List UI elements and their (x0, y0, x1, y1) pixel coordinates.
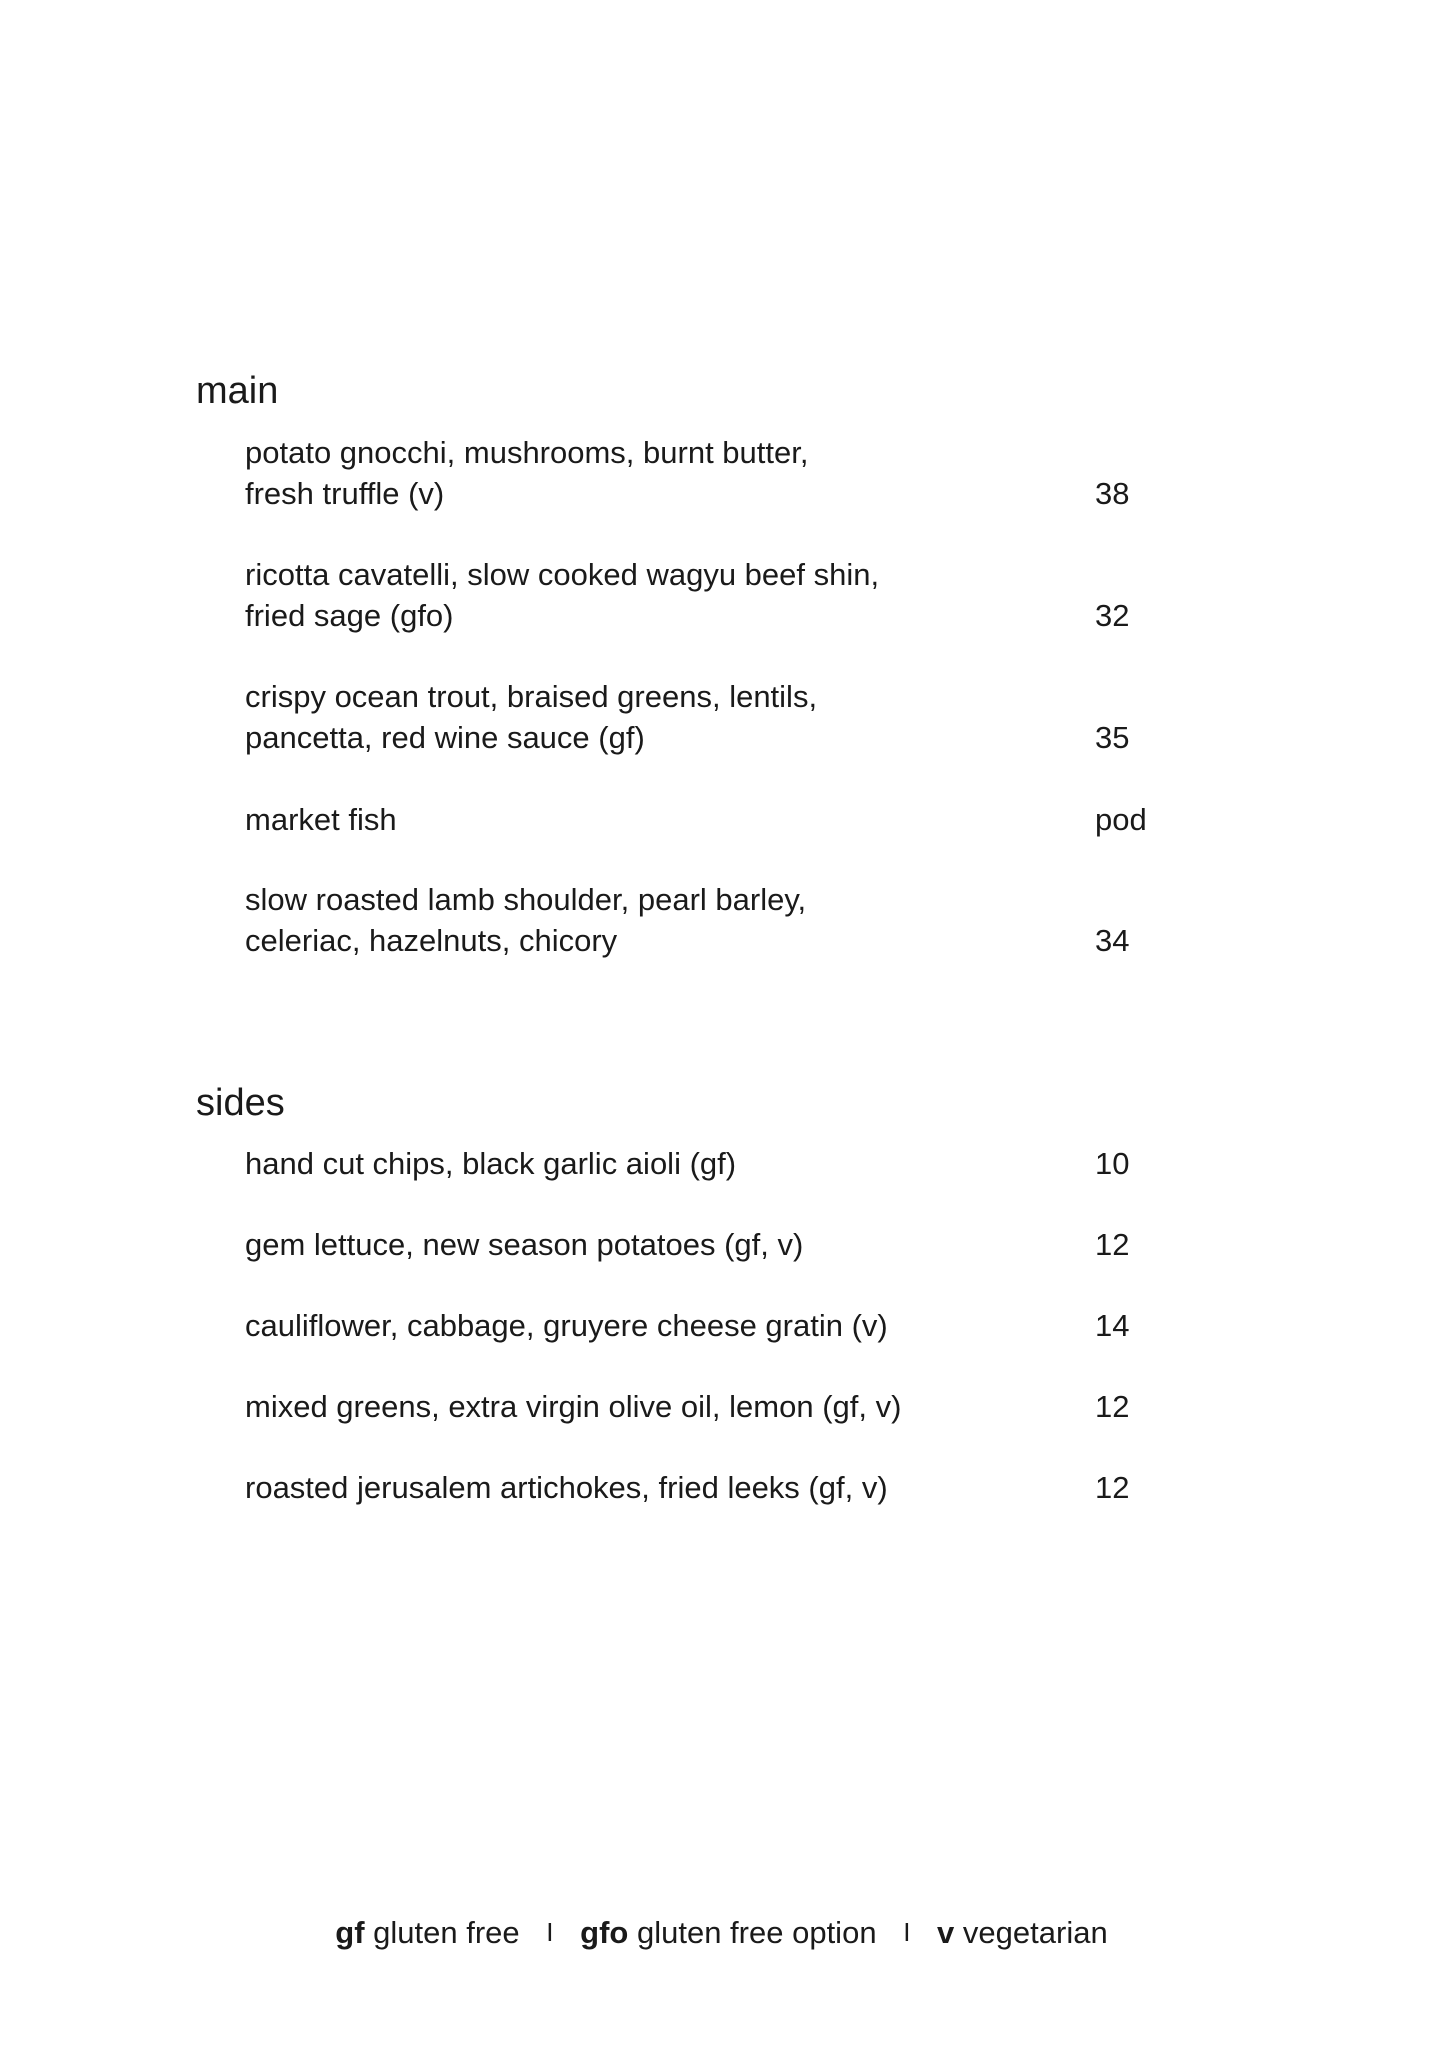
menu-item-description (245, 1305, 1005, 1346)
menu-item (245, 1305, 1245, 1346)
menu-item (245, 554, 1245, 636)
menu-item-description (245, 1467, 1005, 1508)
legend-separator: I (546, 1917, 554, 1947)
menu-item-price: 14 (1095, 1308, 1130, 1343)
menu-item-line: roasted jerusalem artichokes, fried leeks (gf, v) (245, 1470, 888, 1505)
section-title-sides: sides (196, 1082, 285, 1124)
menu-item-line: fresh truffle (v) (245, 476, 445, 511)
menu-item-description (245, 879, 1005, 961)
legend-gf-abbr: gf (335, 1915, 365, 1950)
menu-item-price: 12 (1095, 1389, 1130, 1424)
menu-item-line: celeriac, hazelnuts, chicory (245, 923, 618, 958)
menu-item-line: market fish (245, 802, 397, 837)
legend-v-text: vegetarian (962, 1915, 1108, 1950)
menu-item-description (245, 676, 1005, 758)
menu-item-price: 12 (1095, 1227, 1130, 1262)
menu-item-line: fried sage (gfo) (245, 598, 454, 633)
menu-item-line: pancetta, red wine sauce (gf) (245, 720, 645, 755)
menu-item-price: 10 (1095, 1146, 1130, 1181)
menu-item-price: pod (1095, 802, 1147, 837)
menu-item-description (245, 1224, 1005, 1265)
menu-item-price: 35 (1095, 720, 1130, 755)
menu-item-line: potato gnocchi, mushrooms, burnt butter, (245, 435, 809, 470)
section-title-main: main (196, 370, 279, 412)
menu-item (245, 879, 1245, 961)
menu-item-line: mixed greens, extra virgin olive oil, lemon (gf, v) (245, 1389, 902, 1424)
menu-item-line: hand cut chips, black garlic aioli (gf) (245, 1146, 737, 1181)
menu-item-description (245, 799, 1005, 840)
menu-item (245, 432, 1245, 514)
legend-gf-text: gluten free (373, 1915, 520, 1950)
menu-item-price: 38 (1095, 476, 1130, 511)
menu-item (245, 799, 1245, 840)
menu-item-description (245, 554, 1005, 636)
menu-item (245, 1386, 1245, 1427)
dietary-legend (0, 1912, 1443, 1953)
menu-item-line: cauliflower, cabbage, gruyere cheese gratin (v) (245, 1308, 888, 1343)
menu-item (245, 1467, 1245, 1508)
menu-item (245, 676, 1245, 758)
legend-gfo-text: gluten free option (636, 1915, 877, 1950)
menu-item-price: 34 (1095, 923, 1130, 958)
menu-item-line: crispy ocean trout, braised greens, lentils, (245, 679, 818, 714)
menu-item-line: ricotta cavatelli, slow cooked wagyu beef shin, (245, 557, 880, 592)
menu-item-price: 12 (1095, 1470, 1130, 1505)
menu-item-description (245, 432, 1005, 514)
legend-separator: I (903, 1917, 911, 1947)
menu-item (245, 1224, 1245, 1265)
menu-item-description (245, 1143, 1005, 1184)
legend-gfo-abbr: gfo (580, 1915, 629, 1950)
menu-item-description (245, 1386, 1005, 1427)
menu-item-line: gem lettuce, new season potatoes (gf, v) (245, 1227, 804, 1262)
legend-v-abbr: v (937, 1915, 955, 1950)
menu-item (245, 1143, 1245, 1184)
menu-item-line: slow roasted lamb shoulder, pearl barley, (245, 882, 807, 917)
menu-item-price: 32 (1095, 598, 1130, 633)
